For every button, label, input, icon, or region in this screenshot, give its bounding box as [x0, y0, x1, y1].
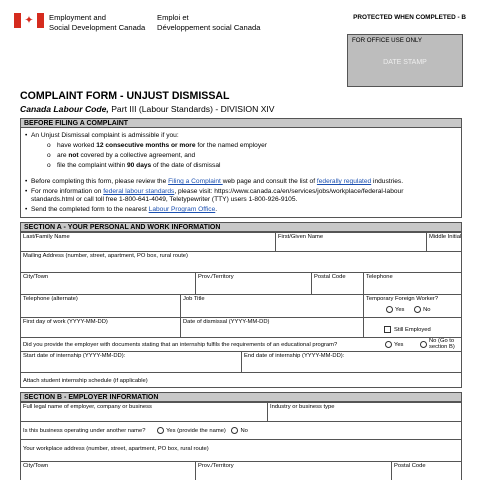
other-name-yes-radio[interactable] [157, 427, 164, 434]
more-info-text-2: standards.html or call toll free 1-800-641-4049, Teletypewriter (TTY) users 1-800-926-9105. [31, 196, 298, 203]
other-name-yes-label: Yes (provide the name) [166, 428, 226, 435]
page-title: COMPLAINT FORM - UNJUST DISMISSAL [20, 90, 230, 102]
internship-question: Did you provide the employer with documents stating that an internship fulfils the requirements of an educational program? [23, 342, 338, 348]
still-employed-checkbox[interactable] [384, 326, 391, 333]
protected-label: PROTECTED WHEN COMPLETED - B [353, 14, 466, 21]
workplace-address-field[interactable]: Your workplace address (number, street, apartment, PO box, rural route) [20, 439, 462, 462]
first-day-field[interactable]: First day of work (YYYY-MM-DD) [20, 317, 181, 338]
tfw-yes-radio[interactable] [386, 306, 393, 313]
tfw-question: Temporary Foreign Worker? [366, 296, 439, 302]
employer-province-field[interactable]: Prov./Territory [195, 461, 392, 480]
still-employed-group [363, 317, 462, 338]
before-filing-header: BEFORE FILING A COMPLAINT [20, 118, 462, 128]
send-form-text: • Send the completed form to the nearest Labour Program Office. [31, 206, 217, 214]
tfw-no-radio[interactable] [414, 306, 421, 313]
internship-yes-label: Yes [394, 342, 404, 349]
internship-yes-radio[interactable] [385, 341, 392, 348]
tfw-no-label: No [423, 307, 431, 314]
middle-initial-field[interactable]: Middle Initial [426, 232, 462, 252]
intro-text: • An Unjust Dismissal complaint is admissible if you: [31, 132, 179, 140]
first-name-field[interactable]: First/Given Name [275, 232, 427, 252]
federal-labour-standards-link[interactable]: federal labour standards [103, 188, 175, 195]
criterion-1: o have worked 12 consecutive months or more for the named employer [57, 142, 267, 150]
telephone-alternate-field[interactable]: Telephone (alternate) [20, 294, 181, 318]
internship-question-row [20, 337, 462, 352]
dismissal-date-field[interactable]: Date of dismissal (YYYY-MM-DD) [180, 317, 364, 338]
internship-no-label: No (Go to section B) [429, 338, 455, 350]
internship-no-radio[interactable] [420, 341, 427, 348]
federally-regulated-link[interactable]: federally regulated [316, 178, 372, 185]
city-field[interactable]: City/Town [20, 272, 196, 295]
attach-schedule-field[interactable]: Attach student internship schedule (if applicable) [20, 372, 462, 388]
employer-city-field[interactable]: City/Town [20, 461, 196, 480]
page-subtitle: Canada Labour Code, Part III (Labour Standards) - DIVISION XIV [20, 104, 275, 114]
mailing-address-field[interactable]: Mailing Address (number, street, apartment, PO box, rural route) [20, 251, 462, 273]
tfw-group [363, 294, 462, 318]
internship-start-field[interactable]: Start date of internship (YYYY-MM-DD): [20, 351, 242, 373]
province-field[interactable]: Prov./Territory [195, 272, 312, 295]
department-name-en: Employment and Social Development Canada [49, 13, 146, 32]
department-name-fr: Emploi et Développement social Canada [157, 13, 261, 32]
more-info-text: • For more information on federal labour standards, please visit: https://www.canada.ca/en/services/jobs/workplace/federal-labour [31, 188, 403, 196]
job-title-field[interactable]: Job Title [180, 294, 364, 318]
tfw-yes-label: Yes [395, 307, 405, 314]
date-stamp-label: DATE STAMP [383, 59, 427, 66]
office-use-box [347, 34, 463, 87]
still-employed-label: Still Employed [394, 327, 431, 334]
telephone-field[interactable]: Telephone [363, 272, 462, 295]
section-a-header: SECTION A - YOUR PERSONAL AND WORK INFORMATION [20, 222, 462, 232]
filing-complaint-link[interactable]: Filing a Complaint [168, 178, 223, 185]
page-header [0, 0, 480, 34]
employer-legal-name-field[interactable]: Full legal name of employer, company or business [20, 402, 268, 422]
review-text: • Before completing this form, please review the Filing a Complaint web page and consult the list of federally regulated industries. [31, 178, 403, 186]
office-use-label: FOR OFFICE USE ONLY [352, 37, 423, 44]
postal-code-field[interactable]: Postal Code [311, 272, 364, 295]
criterion-2: o are not covered by a collective agreement, and [57, 152, 195, 160]
industry-field[interactable]: Industry or business type [267, 402, 462, 422]
before-filing-section [20, 128, 462, 218]
other-name-no-label: No [240, 428, 248, 435]
other-name-no-radio[interactable] [231, 427, 238, 434]
criterion-3: o file the complaint within 90 days of the date of dismissal [57, 162, 221, 170]
other-name-question: Is this business operating under another name? [23, 428, 146, 435]
canada-flag-icon: ✦ [14, 13, 44, 28]
labour-program-office-link[interactable]: Labour Program Office [148, 206, 216, 213]
employer-postal-code-field[interactable]: Postal Code [391, 461, 462, 480]
internship-end-field[interactable]: End date of internship (YYYY-MM-DD): [241, 351, 462, 373]
last-name-field[interactable]: Last/Family Name [20, 232, 276, 252]
section-b-header: SECTION B - EMPLOYER INFORMATION [20, 392, 462, 402]
other-name-row [20, 421, 462, 440]
